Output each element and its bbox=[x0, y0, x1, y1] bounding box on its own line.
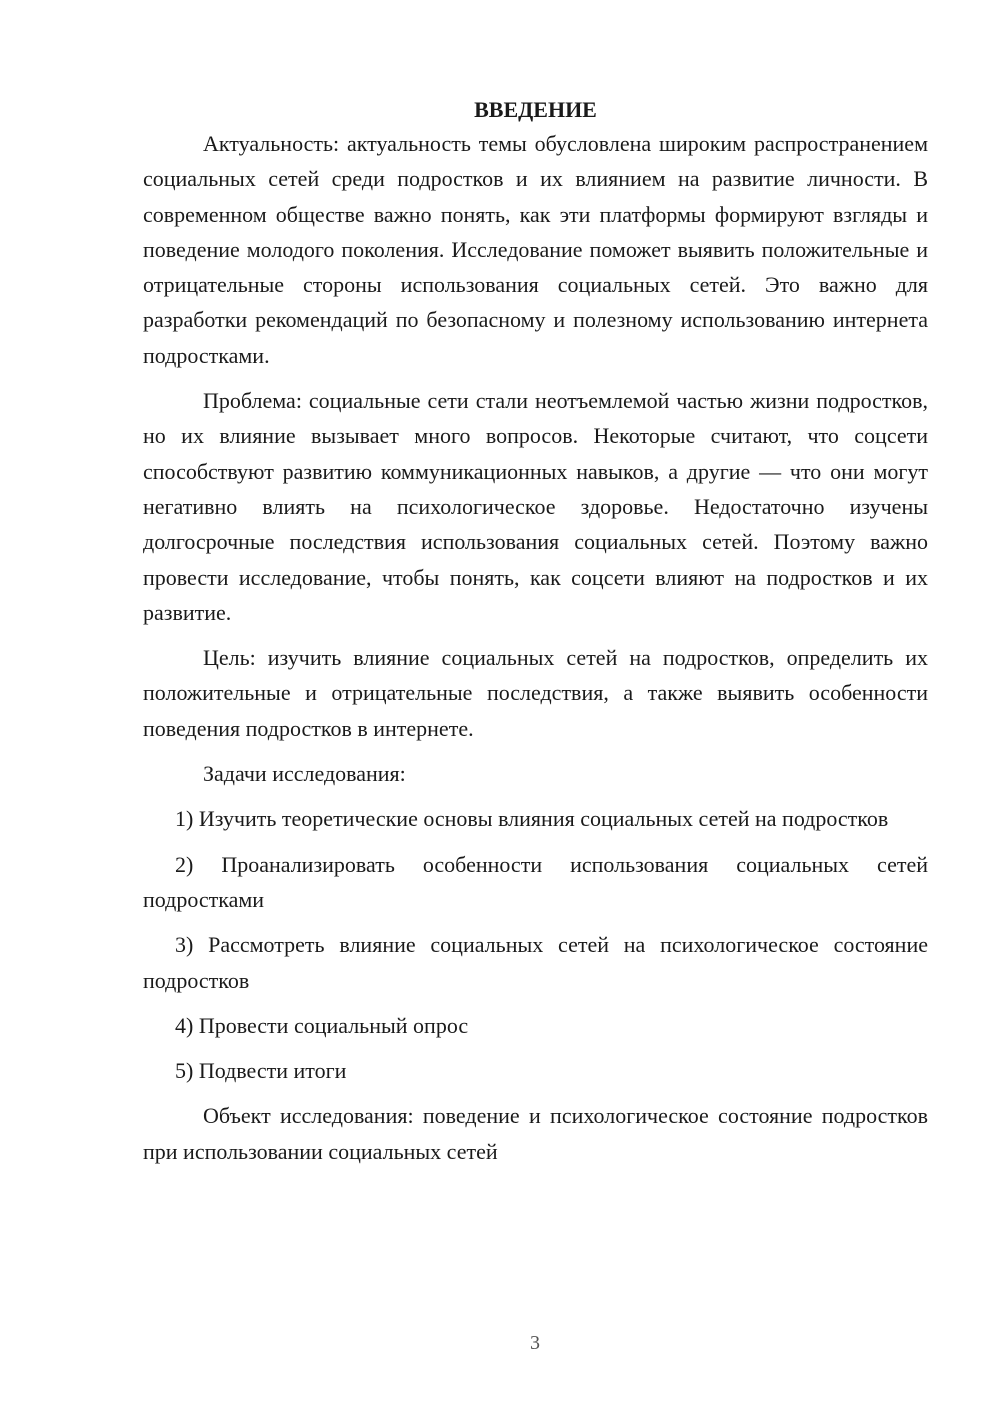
task-item-3: 3) Рассмотреть влияние социальных сетей на психологическое состояние подростков bbox=[143, 932, 928, 993]
task-item-5: 5) Подвести итоги bbox=[175, 1058, 347, 1084]
document-page bbox=[143, 88, 928, 1179]
object-paragraph: Объект исследования: поведение и психологическое состояние подростков при использовании социальных сетей bbox=[143, 1103, 928, 1164]
problem-paragraph: Проблема: социальные сети стали неотъемлемой частью жизни подростков, но их влияние вызывает много вопросов. Некоторые считают, что соцсети способствуют развитию коммуникационных навыков, а другие — что они могут негативно влиять на психологическое здоровье. Недостаточно изучены долгосрочные последствия использования социальных сетей. Поэтому важно провести исследование, чтобы понять, как соцсети влияют на подростков и их развитие. bbox=[143, 388, 928, 625]
goal-paragraph: Цель: изучить влияние социальных сетей на подростков, определить их положительные и отрицательные последствия, а также выявить особенности поведения подростков в интернете. bbox=[143, 645, 928, 741]
task-item-2: 2) Проанализировать особенности использования социальных сетей подростками bbox=[143, 851, 928, 912]
task-item-1: 1) Изучить теоретические основы влияния социальных сетей на подростков bbox=[175, 806, 889, 832]
section-heading: ВВЕДЕНИЕ bbox=[474, 97, 597, 122]
page-number: 3 bbox=[530, 1332, 540, 1354]
tasks-title: Задачи исследования: bbox=[203, 761, 406, 787]
relevance-paragraph: Актуальность: актуальность темы обусловлена широким распространением социальных сетей среди подростков и их влиянием на развитие личности. В современном обществе важно понять, как эти платформы формируют взгляды и поведение молодого поколения. Исследование поможет выявить положительные и отрицательные стороны использования социальных сетей. Это важно для разработки рекомендаций по безопасному и полезному использованию интернета подростками. bbox=[143, 131, 928, 368]
task-item-4: 4) Провести социальный опрос bbox=[175, 1012, 469, 1038]
